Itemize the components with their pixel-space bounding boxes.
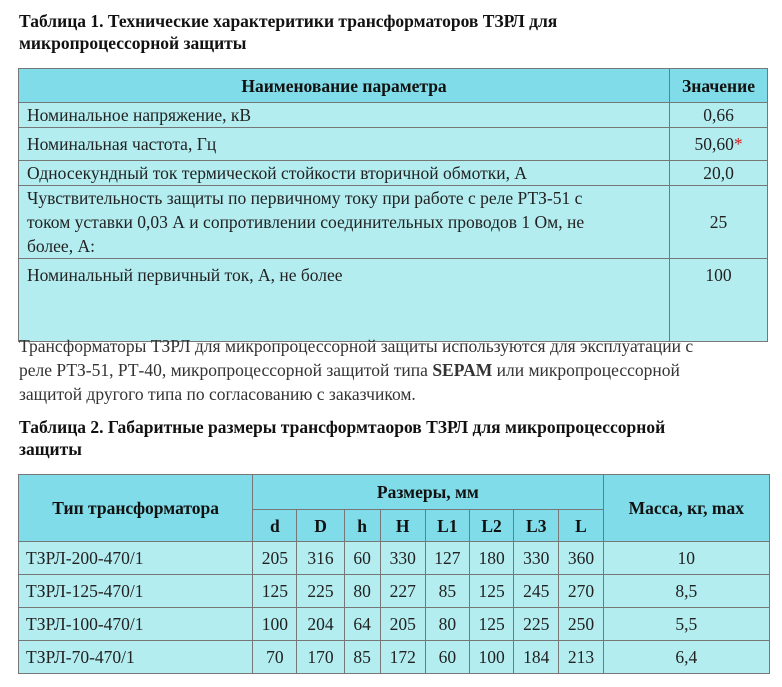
header-dim-l3: L3	[514, 510, 559, 542]
dimensions-table	[18, 474, 770, 674]
dimension-value: 227	[380, 575, 425, 608]
header-value: Значение	[670, 69, 768, 103]
header-dim-l: L	[559, 510, 603, 542]
transformer-type: ТЗРЛ-200-470/1	[19, 542, 253, 575]
parameter-name-line: током уставки 0,03 А и сопротивлении соединительных проводов 1 Ом, не	[27, 212, 585, 232]
specs-row	[19, 186, 768, 259]
parameter-name-line: Номинальное напряжение, кВ	[27, 105, 252, 125]
parameter-name	[19, 161, 670, 186]
sepam-bold: SEPAM	[432, 360, 493, 380]
parameter-name	[19, 259, 670, 342]
paragraph-text: или микропроцессорной	[492, 360, 680, 380]
specs-table-header-row	[19, 69, 768, 103]
parameter-name-line: Чувствительность защиты по первичному току при работе с реле РТЗ-51 с	[27, 188, 583, 208]
parameter-value-text: 100	[705, 265, 732, 285]
table2-caption-line: Таблица 2. Габаритные размеры трансформтаоров ТЗРЛ для микропроцессорной	[19, 417, 666, 437]
table2-caption	[19, 416, 779, 460]
mass-value: 10	[603, 542, 769, 575]
transformer-type: ТЗРЛ-70-470/1	[19, 641, 253, 674]
dimensions-row	[19, 608, 770, 641]
dimension-value: 184	[514, 641, 559, 674]
dimension-value: 204	[297, 608, 344, 641]
table1-caption	[19, 10, 719, 54]
dimensions-row	[19, 575, 770, 608]
dimension-value: 213	[559, 641, 603, 674]
parameter-value	[670, 186, 768, 259]
specs-row	[19, 161, 768, 186]
dimension-value: 85	[344, 641, 380, 674]
specs-row	[19, 259, 768, 342]
dimension-value: 125	[469, 608, 513, 641]
table2-caption-line: защиты	[19, 439, 82, 459]
paragraph-line	[19, 358, 782, 382]
parameter-value-text: 20,0	[703, 163, 734, 183]
parameter-name	[19, 103, 670, 128]
table1-caption-line: Таблица 1. Технические характеритики трансформаторов ТЗРЛ для	[19, 11, 558, 31]
mass-value: 8,5	[603, 575, 769, 608]
dimensions-header-row	[19, 475, 770, 510]
header-parameter-name: Наименование параметра	[19, 69, 670, 103]
header-dim-h: H	[380, 510, 425, 542]
dimension-value: 225	[297, 575, 344, 608]
paragraph-line: Трансформаторы ТЗРЛ для микропроцессорной защиты используются для эксплуатации с	[19, 336, 694, 356]
parameter-name	[19, 186, 670, 259]
dimension-value: 225	[514, 608, 559, 641]
dimension-value: 70	[253, 641, 297, 674]
header-dim-h: h	[344, 510, 380, 542]
dimension-value: 245	[514, 575, 559, 608]
mass-value: 6,4	[603, 641, 769, 674]
dimension-value: 330	[380, 542, 425, 575]
parameter-value-text: 50,60	[694, 134, 734, 154]
parameter-name-line: более, А:	[27, 236, 95, 256]
parameter-value	[670, 259, 768, 342]
paragraph-text: реле РТЗ-51, РТ-40, микропроцессорной защитой типа	[19, 360, 433, 380]
dimension-value: 270	[559, 575, 603, 608]
header-dim-l1: L1	[425, 510, 469, 542]
specs-row	[19, 128, 768, 161]
dimension-value: 205	[253, 542, 297, 575]
footnote-asterisk: *	[733, 134, 743, 154]
parameter-value-text: 25	[709, 212, 728, 232]
header-dim-l2: L2	[469, 510, 513, 542]
dimension-value: 60	[425, 641, 469, 674]
specs-row	[19, 103, 768, 128]
transformer-type: ТЗРЛ-125-470/1	[19, 575, 253, 608]
header-mass: Масса, кг, max	[603, 475, 769, 542]
parameter-name-line: Номинальный первичный ток, А, не более	[27, 265, 343, 285]
dimension-value: 250	[559, 608, 603, 641]
transformer-type: ТЗРЛ-100-470/1	[19, 608, 253, 641]
dimension-value: 205	[380, 608, 425, 641]
header-type: Тип трансформатора	[19, 475, 253, 542]
dimension-value: 360	[559, 542, 603, 575]
dimensions-row	[19, 641, 770, 674]
dimension-value: 80	[344, 575, 380, 608]
dimension-value: 125	[253, 575, 297, 608]
dimension-value: 100	[469, 641, 513, 674]
parameter-value-text: 0,66	[703, 105, 734, 125]
parameter-value	[670, 103, 768, 128]
dimension-value: 127	[425, 542, 469, 575]
parameter-name-line: Номинальная частота, Гц	[27, 134, 217, 154]
dimension-value: 330	[514, 542, 559, 575]
description-paragraph	[19, 334, 782, 406]
parameter-name-line: Односекундный ток термической стойкости вторичной обмотки, А	[27, 163, 528, 183]
dimension-value: 125	[469, 575, 513, 608]
parameter-value	[670, 161, 768, 186]
dimension-value: 100	[253, 608, 297, 641]
parameter-name	[19, 128, 670, 161]
table1-caption-line: микропроцессорной защиты	[19, 33, 247, 53]
dimension-value: 180	[469, 542, 513, 575]
dimension-value: 80	[425, 608, 469, 641]
paragraph-line: защитой другого типа по согласованию с заказчиком.	[19, 384, 416, 404]
header-dim-d: d	[253, 510, 297, 542]
dimension-value: 316	[297, 542, 344, 575]
dimensions-row	[19, 542, 770, 575]
dimension-value: 170	[297, 641, 344, 674]
dimension-value: 60	[344, 542, 380, 575]
header-sizes: Размеры, мм	[253, 475, 603, 510]
header-dim-d: D	[297, 510, 344, 542]
dimension-value: 172	[380, 641, 425, 674]
dimension-value: 64	[344, 608, 380, 641]
dimension-value: 85	[425, 575, 469, 608]
parameter-value	[670, 128, 768, 161]
specs-table	[18, 68, 768, 342]
mass-value: 5,5	[603, 608, 769, 641]
